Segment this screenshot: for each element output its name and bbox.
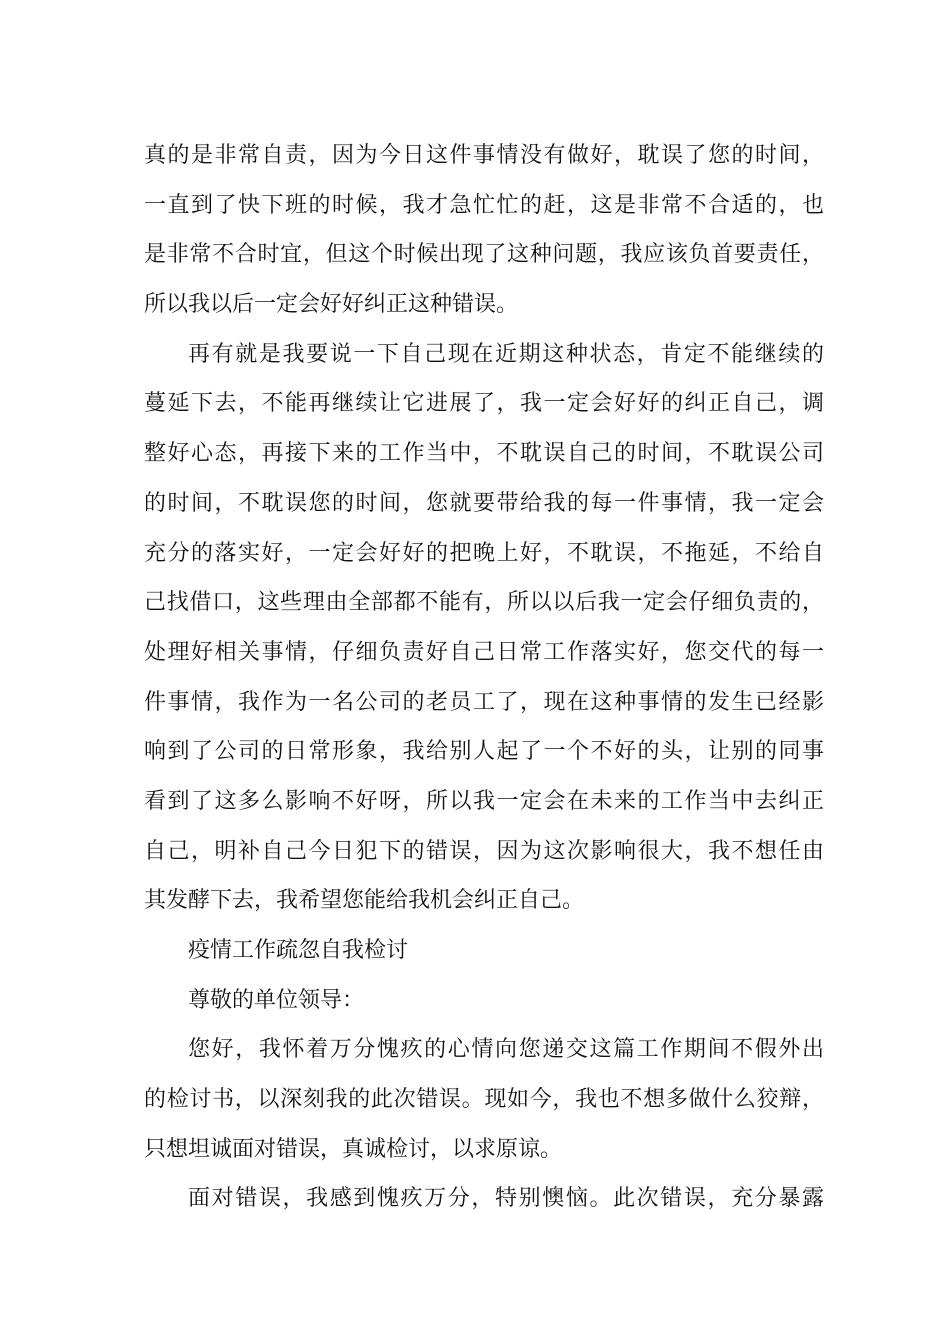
salutation: 尊敬的单位领导： [188, 987, 365, 1013]
text-line: 自己，明补自己今日犯下的错误，因为这次影响很大，我不想任由 [144, 838, 824, 864]
text-line: 所以我以后一定会好好纠正这种错误。 [144, 292, 519, 318]
text-line: 充分的落实好，一定会好好的把晚上好，不耽误，不拖延，不给自 [144, 540, 824, 566]
text-line: 的时间，不耽误您的时间，您就要带给我的每一件事情，我一定会 [144, 490, 824, 516]
text-line: 只想坦诚面对错误，真诚检讨，以求原谅。 [144, 1136, 563, 1162]
text-line: 是非常不合时宜，但这个时候出现了这种问题，我应该负首要责任， [144, 242, 824, 268]
text-line: 一直到了快下班的时候，我才急忙忙的赶，这是非常不合适的，也 [144, 192, 824, 218]
section-heading: 疫情工作疏忽自我检讨 [188, 938, 409, 963]
text-line: 再有就是我要说一下自己现在近期这种状态，肯定不能继续的 [188, 341, 824, 367]
document-body [144, 131, 824, 1224]
text-line: 的检讨书，以深刻我的此次错误。现如今，我也不想多做什么狡辩， [144, 1087, 824, 1113]
text-line: 真的是非常自责，因为今日这件事情没有做好，耽误了您的时间， [144, 143, 824, 168]
text-line: 您好，我怀着万分愧疚的心情向您递交这篇工作期间不假外出 [188, 1037, 824, 1063]
text-line: 件事情，我作为一名公司的老员工了，现在这种事情的发生已经影 [144, 689, 824, 715]
text-line: 看到了这多么影响不好呀，所以我一定会在未来的工作当中去纠正 [144, 788, 824, 814]
text-line: 响到了公司的日常形象，我给别人起了一个不好的头，让别的同事 [144, 739, 824, 765]
text-line: 己找借口，这些理由全部都不能有，所以以后我一定会仔细负责的， [144, 590, 824, 616]
text-line: 其发酵下去，我希望您能给我机会纠正自己。 [144, 888, 585, 914]
text-line: 面对错误，我感到愧疚万分，特别懊恼。此次错误，充分暴露 [188, 1186, 824, 1212]
text-line: 处理好相关事情，仔细负责好自己日常工作落实好，您交代的每一 [144, 639, 824, 665]
text-line: 整好心态，再接下来的工作当中，不耽误自己的时间，不耽误公司 [144, 441, 824, 467]
text-line: 蔓延下去，不能再继续让它进展了，我一定会好好的纠正自己，调 [144, 391, 824, 417]
